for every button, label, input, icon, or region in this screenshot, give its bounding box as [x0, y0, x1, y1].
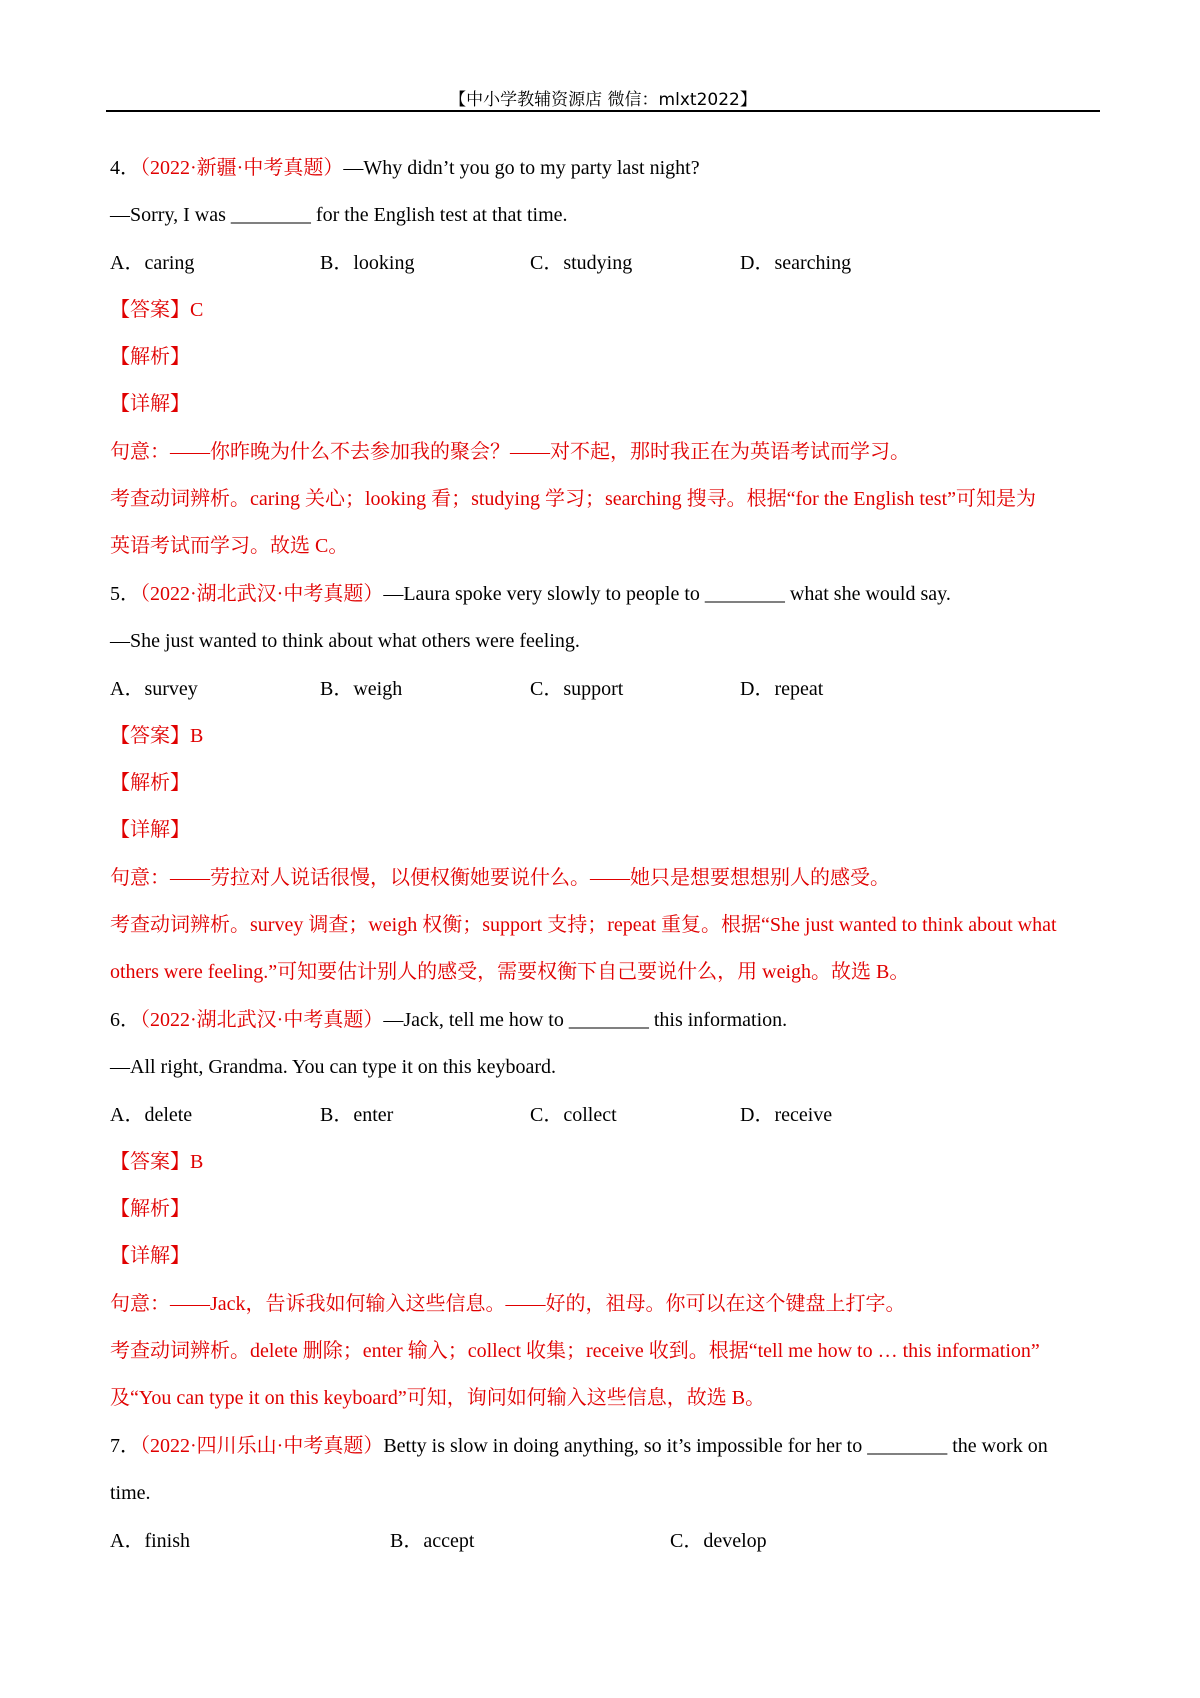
question-text: Betty is slow in doing anything, so it’s impossible for her to ________ the work on — [383, 1435, 1048, 1457]
explanation-line: 句意：——Jack，告诉我如何输入这些信息。——好的，祖母。你可以在这个键盘上打字。 — [110, 1293, 906, 1315]
question-6-stem — [110, 1008, 787, 1032]
explanation-line: 英语考试而学习。故选 C。 — [110, 535, 349, 557]
analysis-label: 【解析】 — [110, 346, 190, 368]
option-b: B．looking — [320, 252, 415, 274]
question-5-stem — [110, 582, 951, 606]
question-5-line2: —She just wanted to think about what others were feeling. — [110, 630, 580, 652]
explanation-line: 句意：——劳拉对人说话很慢，以便权衡她要说什么。——她只是想要想想别人的感受。 — [110, 867, 890, 889]
option-c: C．develop — [670, 1530, 767, 1552]
question-number: 5． — [110, 583, 140, 605]
detail-label: 【详解】 — [110, 393, 190, 415]
option-d: D．receive — [740, 1104, 833, 1126]
question-number: 4． — [110, 157, 140, 179]
question-7-stem — [110, 1434, 1048, 1458]
answer-label: 【答案】B — [110, 725, 204, 747]
option-d: D．repeat — [740, 678, 824, 700]
explanation-line: 考查动词辨析。delete 删除；enter 输入；collect 收集；receive 收到。根据“tell me how to … this information” — [110, 1340, 1040, 1362]
explanation-line: 考查动词辨析。caring 关心；looking 看；studying 学习；searching 搜寻。根据“for the English test”可知是为 — [110, 488, 1037, 510]
question-source: （2022·湖北武汉·中考真题） — [140, 1009, 384, 1031]
option-a: A．finish — [110, 1530, 190, 1552]
option-c: C．support — [530, 678, 624, 700]
explanation-line: others were feeling.”可知要估计别人的感受，需要权衡下自己要说什么，用 weigh。故选 B。 — [110, 961, 910, 983]
question-source: （2022·四川乐山·中考真题） — [140, 1435, 384, 1457]
option-b: B．enter — [320, 1104, 394, 1126]
explanation-line: 考查动词辨析。survey 调查；weigh 权衡；support 支持；repeat 重复。根据“She just wanted to think about what — [110, 914, 1057, 936]
option-b: B．weigh — [320, 678, 403, 700]
detail-label: 【详解】 — [110, 819, 190, 841]
question-text: —Why didn’t you go to my party last night? — [343, 157, 700, 179]
option-a: A．caring — [110, 252, 195, 274]
question-source: （2022·湖北武汉·中考真题） — [140, 583, 384, 605]
analysis-label: 【解析】 — [110, 772, 190, 794]
question-text: —Laura spoke very slowly to people to ________ what she would say. — [383, 583, 951, 605]
option-c: C．collect — [530, 1104, 617, 1126]
page-header: 【中小学教辅资源店 微信：mlxt2022】 — [449, 90, 757, 110]
question-6-line2: —All right, Grandma. You can type it on this keyboard. — [110, 1056, 557, 1078]
option-b: B．accept — [390, 1530, 475, 1552]
question-4-line2: —Sorry, I was ________ for the English test at that time. — [110, 204, 568, 226]
analysis-label: 【解析】 — [110, 1198, 190, 1220]
question-text: —Jack, tell me how to ________ this information. — [383, 1009, 788, 1031]
question-number: 6． — [110, 1009, 140, 1031]
question-4-stem — [110, 156, 700, 180]
option-a: A．delete — [110, 1104, 193, 1126]
option-c: C．studying — [530, 252, 633, 274]
question-7-line2: time. — [110, 1482, 151, 1504]
option-a: A．survey — [110, 678, 198, 700]
answer-label: 【答案】B — [110, 1151, 204, 1173]
header-rule — [106, 110, 1100, 112]
explanation-line: 句意：——你昨晚为什么不去参加我的聚会？——对不起，那时我正在为英语考试而学习。 — [110, 441, 910, 463]
answer-label: 【答案】C — [110, 299, 204, 321]
option-d: D．searching — [740, 252, 852, 274]
detail-label: 【详解】 — [110, 1245, 190, 1267]
question-number: 7． — [110, 1435, 140, 1457]
question-source: （2022·新疆·中考真题） — [140, 157, 344, 179]
explanation-line: 及“You can type it on this keyboard”可知，询问如何输入这些信息，故选 B。 — [110, 1387, 766, 1409]
